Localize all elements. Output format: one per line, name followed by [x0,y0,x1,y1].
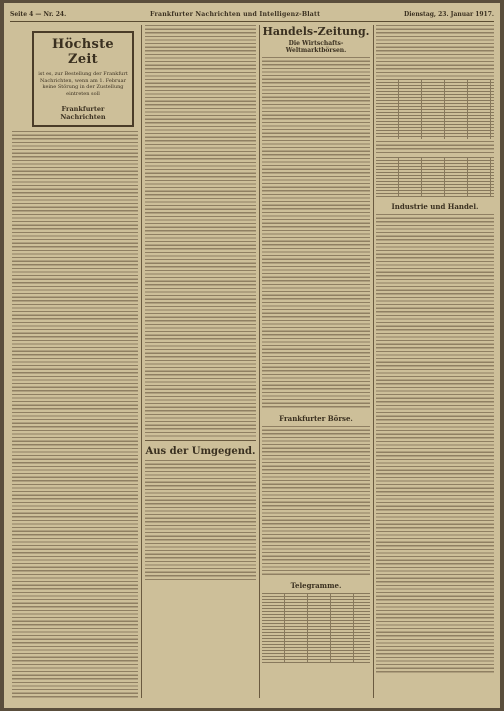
notice-text: ist es, zur Bestellung der Frankfurt Nachrichten, wenn am 1. Februar keine Störung in der Zustellung eintreten soll [38,71,128,97]
section-heading: Aus der Umgegend. [145,446,256,457]
notice-footer: Frankfurter Nachrichten [60,105,106,122]
article-text [376,141,494,155]
section-heading: Frankfurter Börse. [279,414,353,423]
data-table [376,157,494,197]
data-table [376,79,494,139]
data-table [262,593,370,663]
article-text [145,460,256,580]
divider [145,440,256,441]
article-text [376,214,494,674]
section-heading: Telegramme. [290,581,342,590]
article-text [262,57,370,409]
issue-date: Dienstag, 23. Januar 1917. [404,10,494,18]
column-divider [259,25,260,698]
article-text [12,131,138,698]
column-divider [141,25,142,698]
notice-title: Höchste Zeit [51,37,114,67]
article-text [376,25,494,77]
header-rule [10,21,494,22]
column-2 [145,25,256,698]
column-divider [373,25,374,698]
column-3 [262,25,370,698]
article-text [262,426,370,576]
section-subtitle: Die Wirtschafts-Weltmarktbörsen. [285,40,347,54]
article-text [145,25,256,437]
section-title: Handels-Zeitung. [262,25,370,38]
section-heading: Industrie und Handel. [391,202,479,211]
column-1 [12,25,138,698]
newspaper-page [4,3,500,708]
page-number: Seite 4 — Nr. 24. [10,10,67,18]
column-4 [376,25,494,698]
subscription-notice [32,31,134,127]
page-header [10,8,494,20]
masthead: Frankfurter Nachrichten und Intelligenz-Blatt [150,10,321,18]
